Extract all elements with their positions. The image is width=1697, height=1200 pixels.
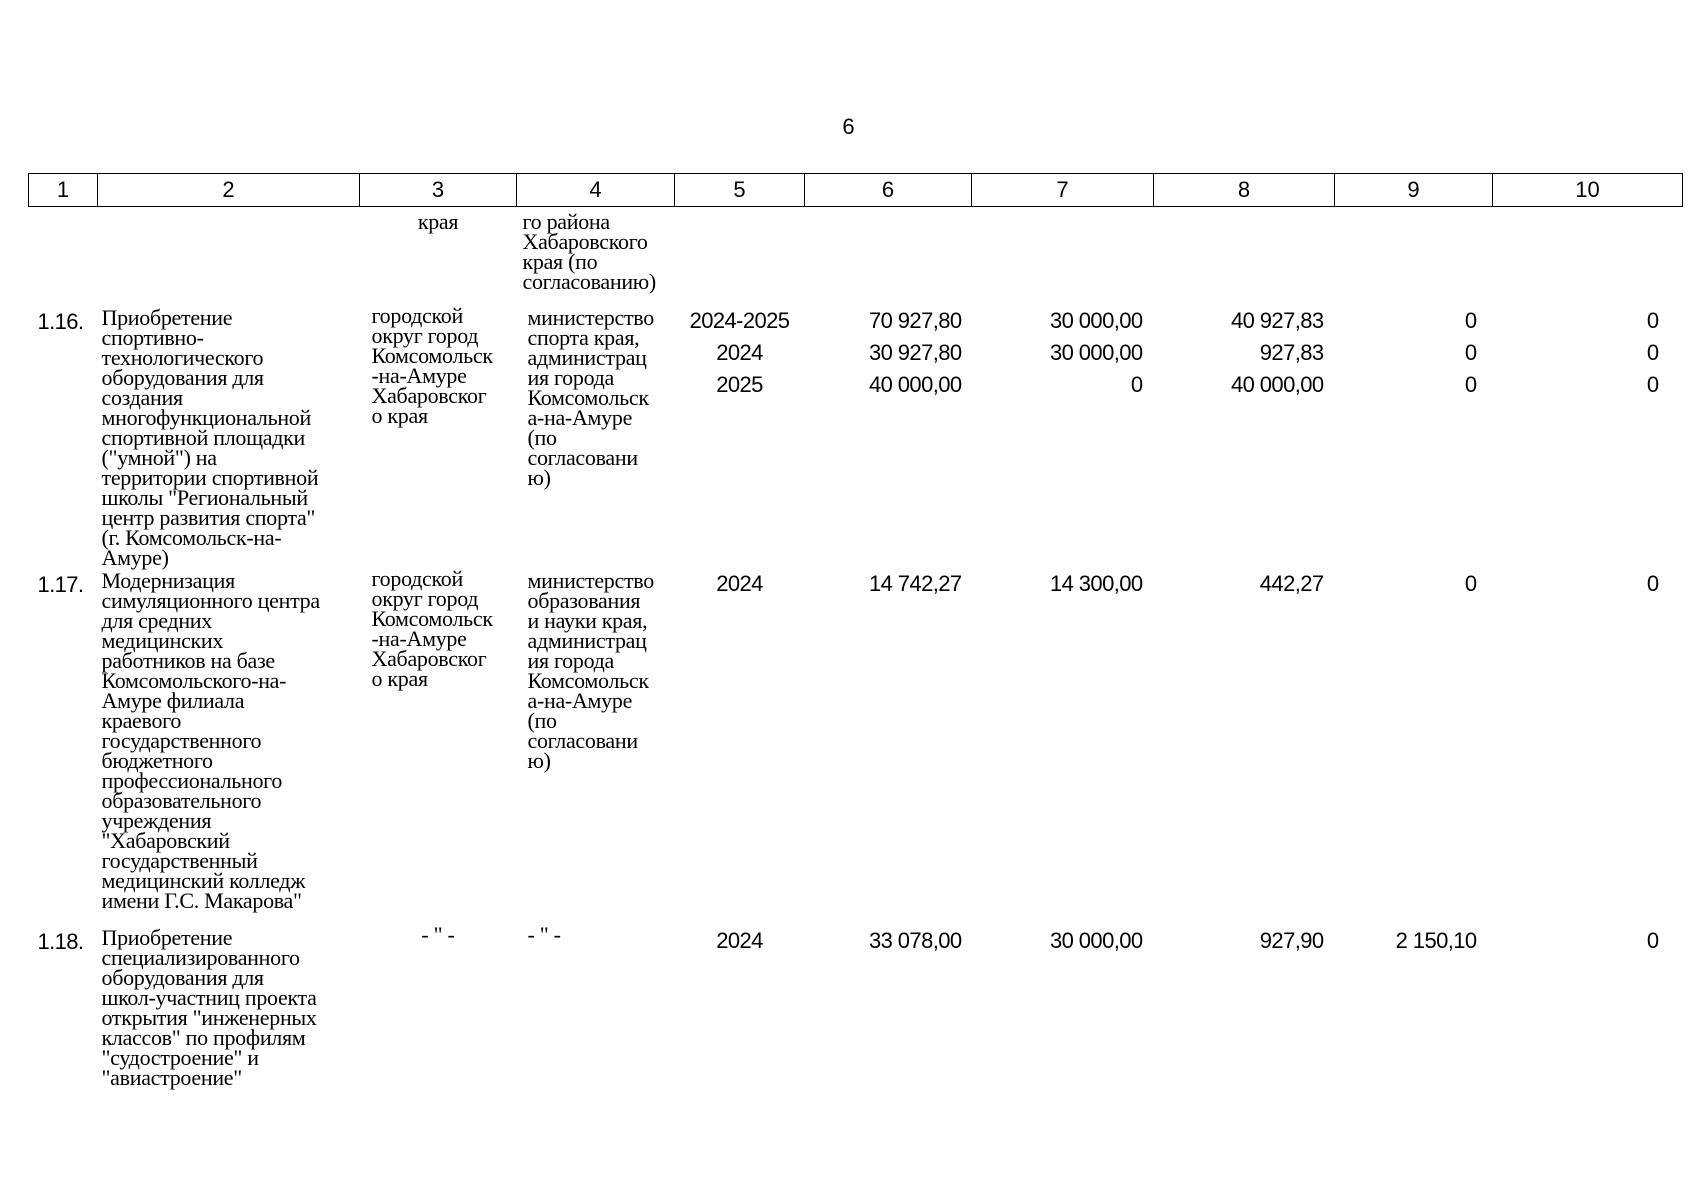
header-col-5: 5 <box>675 174 805 207</box>
row-col10-values: 0 <box>1646 570 1659 596</box>
row-col8-values: 442,27 <box>1259 570 1324 596</box>
row-col6-values: 14 742,27 <box>869 570 962 596</box>
row-description: Модернизация симуляционного центра для средних медицинских работников на базе Комсомольского-на- Амуре филиала краевого государственного бюджетного профессионального образовательного учреждения "Хабаровский государственный медицинский колледж имени Г.С. Макарова" <box>101 567 320 913</box>
row-col8-values: 927,90 <box>1259 927 1324 953</box>
row-executor: министерство образования и науки края, администрац ия города Комсомольск а-на-Амуре (по согласовани ю) <box>527 567 654 773</box>
header-col-9: 9 <box>1335 174 1493 207</box>
row-col9-values: 0 <box>1464 570 1477 596</box>
row-col6-values: 33 078,00 <box>869 927 962 953</box>
row-col9-values: 0 0 0 <box>1464 307 1477 397</box>
continuation-row <box>29 207 1683 305</box>
budget-table <box>28 173 1683 1095</box>
header-col-6: 6 <box>805 174 972 207</box>
header-col-7: 7 <box>972 174 1154 207</box>
row-period: 2024-2025 2024 2025 <box>689 307 790 397</box>
row-col6-values: 70 927,80 30 927,80 40 000,00 <box>869 307 962 397</box>
row-col9-values: 2 150,10 <box>1395 927 1477 953</box>
header-col-1: 1 <box>29 174 98 207</box>
row-number: 1.18. <box>37 928 84 954</box>
row-col7-values: 30 000,00 <box>1050 927 1143 953</box>
header-col-8: 8 <box>1154 174 1335 207</box>
row-description: Приобретение специализированного оборудования для школ-участниц проекта открытия "инженерных классов" по профилям "судостроение" и "авиастроение" <box>101 924 317 1090</box>
page-number: 6 <box>842 114 855 139</box>
row-location: - " - <box>421 921 455 947</box>
table-row <box>29 568 1683 925</box>
row-executor: министерство спорта края, администрац ия города Комсомольск а-на-Амуре (по согласовани ю) <box>527 304 654 490</box>
row-col8-values: 40 927,83 927,83 40 000,00 <box>1231 307 1324 397</box>
row-number: 1.17. <box>37 571 84 597</box>
row-location: городской округ город Комсомольск -на-Амуре Хабаровског о края <box>371 565 493 691</box>
header-col-2: 2 <box>98 174 360 207</box>
header-row <box>29 174 1683 207</box>
continuation-executor: го района Хабаровского края (по согласованию) <box>522 209 656 294</box>
header-col-10: 10 <box>1493 174 1683 207</box>
row-location: городской округ город Комсомольск -на-Амуре Хабаровског о края <box>371 302 493 428</box>
table-row <box>29 925 1683 1095</box>
table-row <box>29 305 1683 568</box>
row-number: 1.16. <box>37 308 84 334</box>
row-col7-values: 14 300,00 <box>1050 570 1143 596</box>
row-executor: - " - <box>527 921 561 947</box>
row-col7-values: 30 000,00 30 000,00 0 <box>1050 307 1143 397</box>
header-col-4: 4 <box>517 174 675 207</box>
row-description: Приобретение спортивно- технологического оборудования для создания многофункциональной спортивной площадки ("умной") на территории спортивной школы "Региональный центр развития спорта" (г. Комсомольск-на- Амуре) <box>101 304 319 570</box>
row-col10-values: 0 <box>1646 927 1659 953</box>
continuation-location: края <box>417 209 459 234</box>
row-period: 2024 <box>716 570 763 596</box>
header-col-3: 3 <box>360 174 517 207</box>
row-col10-values: 0 0 0 <box>1646 307 1659 397</box>
row-period: 2024 <box>716 927 763 953</box>
